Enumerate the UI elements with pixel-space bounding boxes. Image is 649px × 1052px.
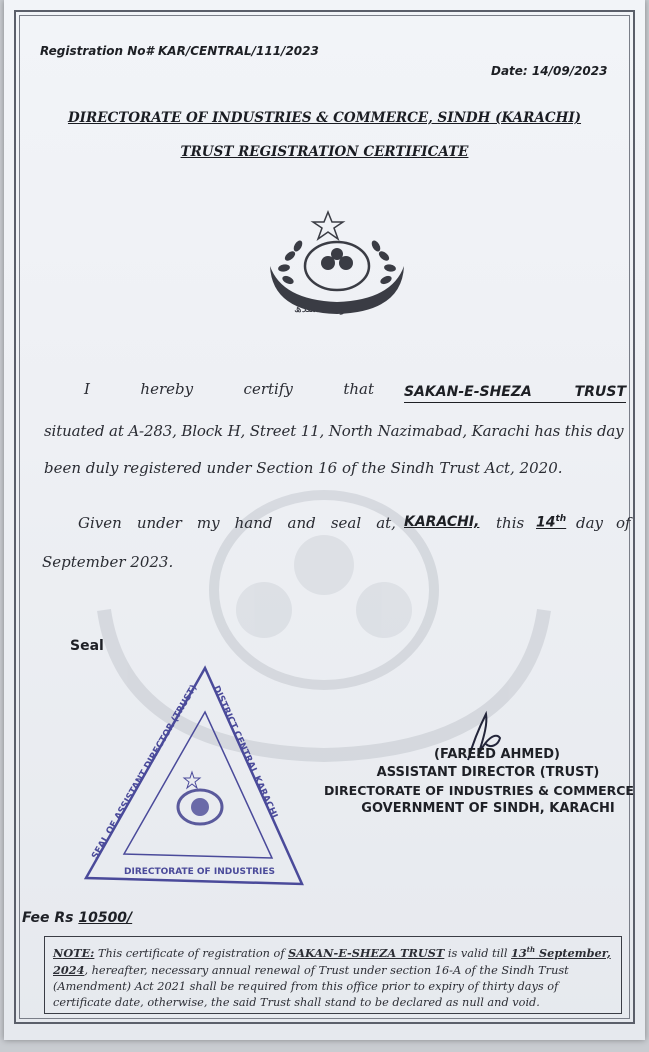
registration-number: Registration No# KAR/CENTRAL/111/2023 <box>40 44 319 58</box>
given-day-word: day <box>576 514 604 532</box>
note-text: This certificate of registration of <box>94 946 289 960</box>
valid-day: 13 <box>511 945 527 960</box>
certify-line-2: situated at A-283, Block H, Street 11, North Nazimabad, Karachi has this day <box>44 422 624 440</box>
given-this: this <box>496 514 525 532</box>
given-line-1a <box>78 514 396 532</box>
signatory-name: (FAREED AHMED) <box>434 747 560 762</box>
valid-month: September, <box>535 945 611 960</box>
word: seal <box>330 514 362 532</box>
given-city: KARACHI, <box>404 514 480 530</box>
signatory-office: DIRECTORATE OF INDUSTRIES & COMMERCE <box>324 783 634 798</box>
certificate-page <box>4 0 645 1040</box>
valid-suffix: th <box>526 945 536 954</box>
issue-date: Date: 14/09/2023 <box>491 64 608 78</box>
signatory-title: ASSISTANT DIRECTOR (TRUST) <box>376 765 600 780</box>
seal-stamp <box>82 662 308 888</box>
note-text: is valid till <box>444 946 512 960</box>
valid-year: 2024 <box>53 962 85 977</box>
trust-name: SAKAN-E-SHEZA <box>404 384 532 400</box>
signatory-govt: GOVERNMENT OF SINDH, KARACHI <box>361 801 615 816</box>
note-label: NOTE: <box>53 945 95 960</box>
given-day <box>536 514 566 531</box>
fee <box>22 910 132 926</box>
word: Given <box>78 514 122 532</box>
given-line-2: September 2023. <box>42 553 174 571</box>
emblem-caption: حکومت سندھ <box>294 302 359 315</box>
day-suffix: th <box>555 514 567 524</box>
certificate-title: TRUST REGISTRATION CERTIFICATE <box>180 144 469 160</box>
fee-amount: 10500/ <box>78 910 133 926</box>
note-text: , hereafter, necessary annual renewal of Trust under section 16-A of the Sindh Trust (Amendment) Act 2021 shall be required from this office prior to expiry of thirty days of certificate date, otherwise, the said Trust shall stand to be declared as null and void. <box>53 963 569 1009</box>
stamp-left-text: SEAL OF ASSISTANT DIRECTOR (TRUST) <box>90 683 200 861</box>
word: and <box>287 514 316 532</box>
trust-word: TRUST <box>574 384 626 400</box>
word: that <box>343 380 374 398</box>
day-number: 14 <box>536 514 556 531</box>
word: hand <box>234 514 273 532</box>
seal-label: Seal <box>70 638 104 654</box>
fee-label: Fee Rs <box>22 910 74 926</box>
stamp-bottom-text: DIRECTORATE OF INDUSTRIES <box>124 867 276 877</box>
trust-name-line <box>404 384 626 403</box>
word: my <box>196 514 220 532</box>
note-trust-name: SAKAN-E-SHEZA TRUST <box>288 945 445 960</box>
certify-line-3: been duly registered under Section 16 of the Sindh Trust Act, 2020. <box>44 459 563 477</box>
directorate-heading: DIRECTORATE OF INDUSTRIES & COMMERCE, SINDH (KARACHI) <box>67 110 582 126</box>
word: at, <box>376 514 396 532</box>
given-of: of <box>616 514 631 532</box>
word: hereby <box>140 380 194 398</box>
stamp-right-text: DISTRICT CENTRAL KARACHI <box>210 684 279 821</box>
certify-line-1 <box>84 380 374 398</box>
word: under <box>136 514 182 532</box>
word: certify <box>243 380 293 398</box>
word: I <box>84 380 90 398</box>
signatory-block <box>314 746 644 818</box>
validity-note <box>44 936 622 1014</box>
